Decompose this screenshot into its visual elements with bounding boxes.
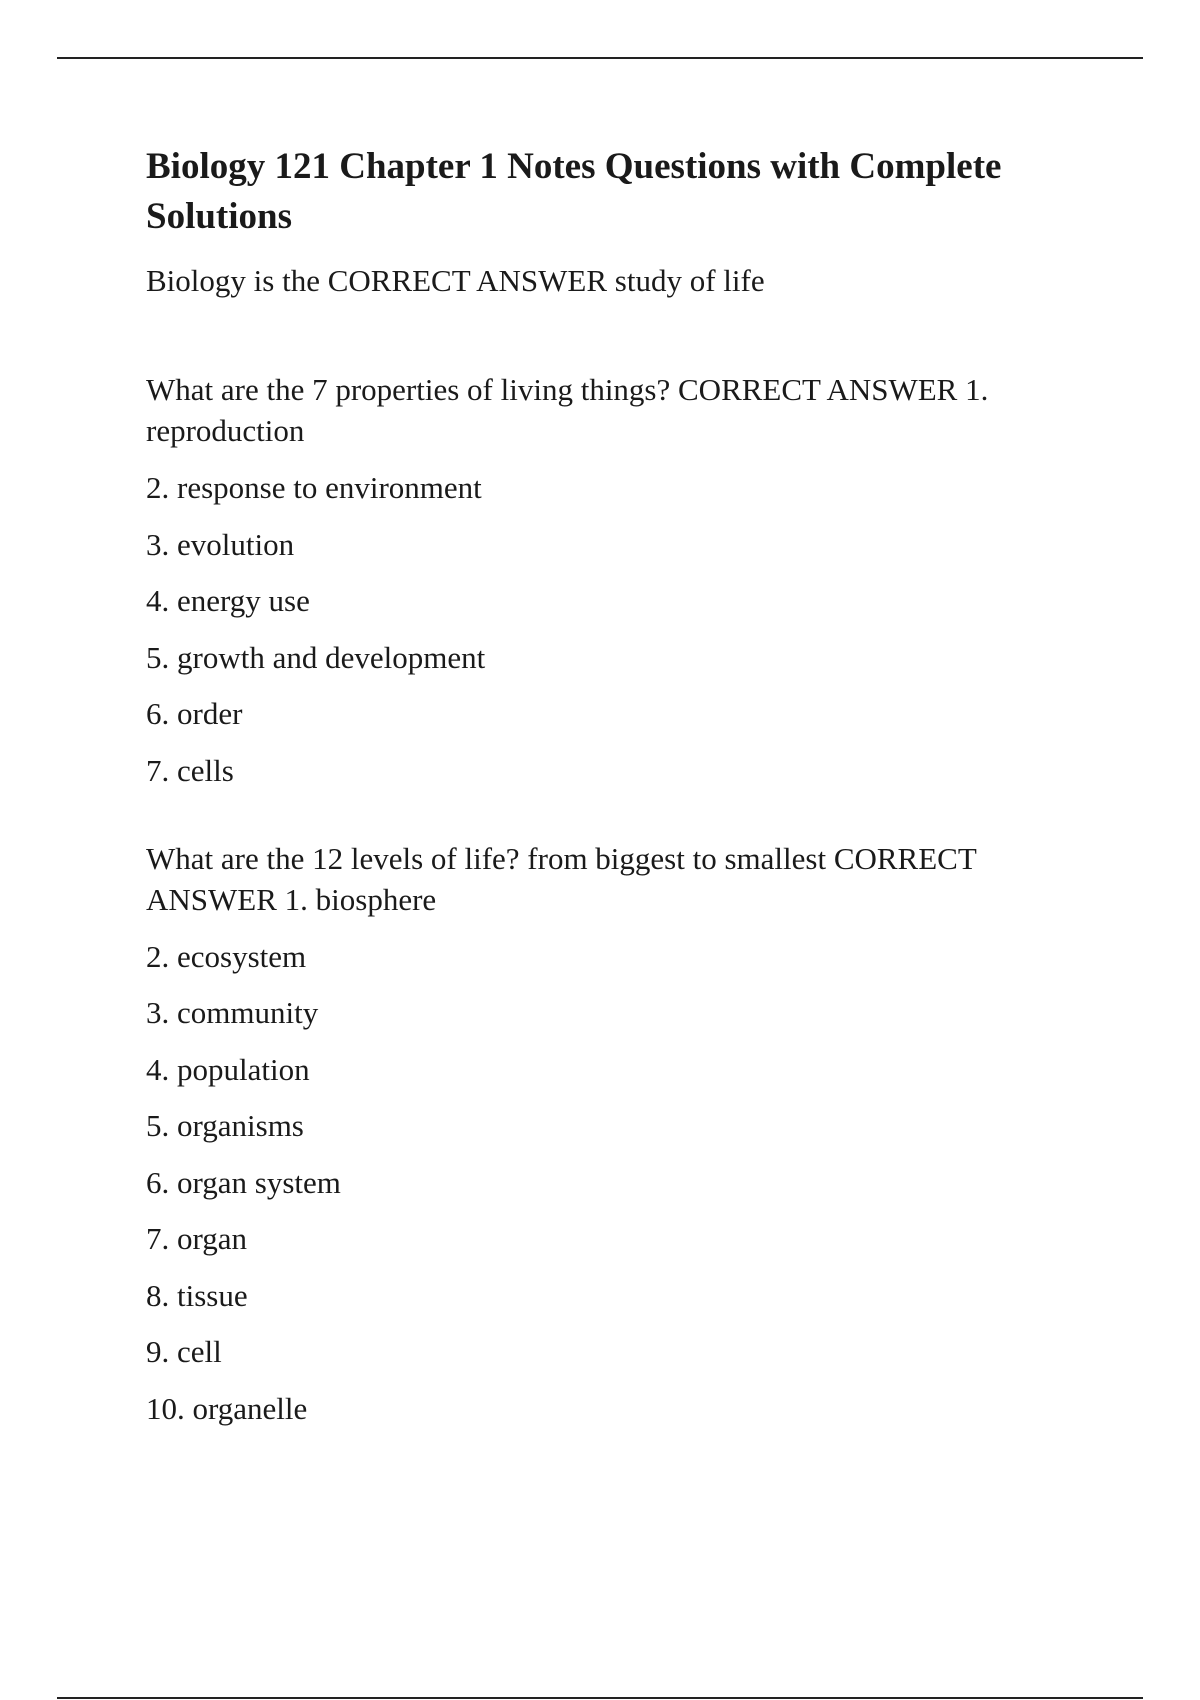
list-item: 2. ecosystem bbox=[146, 938, 307, 974]
list-item: 7. cells bbox=[146, 752, 234, 788]
list-item: 10. organelle bbox=[146, 1390, 308, 1426]
list-item: 4. population bbox=[146, 1051, 310, 1087]
list-item: 9. cell bbox=[146, 1334, 222, 1369]
list-item: 5. growth and development bbox=[146, 639, 486, 675]
page-bottom-rule bbox=[57, 1697, 1143, 1699]
question-block-levels bbox=[146, 838, 1096, 1429]
list-item: 8. tissue bbox=[146, 1277, 248, 1313]
question-block-properties bbox=[146, 369, 1096, 791]
document-body bbox=[146, 142, 1096, 1476]
intro-text: Biology is the CORRECT ANSWER study of life bbox=[146, 263, 765, 298]
page-top-rule bbox=[57, 57, 1143, 59]
list-item: 3. evolution bbox=[146, 526, 295, 562]
answer-list bbox=[146, 467, 1096, 791]
question-text: What are the 12 levels of life? from biggest to smallest CORRECT ANSWER 1. biosphere bbox=[146, 840, 977, 917]
list-item: 5. organisms bbox=[146, 1108, 304, 1143]
list-item: 4. energy use bbox=[146, 583, 310, 618]
question-text: What are the 7 properties of living things? CORRECT ANSWER 1. reproduction bbox=[146, 372, 989, 448]
list-item: 6. organ system bbox=[146, 1164, 341, 1200]
list-item: 3. community bbox=[146, 995, 319, 1030]
document-title: Biology 121 Chapter 1 Notes Questions with Complete Solutions bbox=[146, 146, 1002, 237]
answer-list bbox=[146, 936, 1096, 1429]
list-item: 2. response to environment bbox=[146, 470, 482, 505]
list-item: 6. order bbox=[146, 696, 243, 731]
list-item: 7. organ bbox=[146, 1221, 248, 1256]
